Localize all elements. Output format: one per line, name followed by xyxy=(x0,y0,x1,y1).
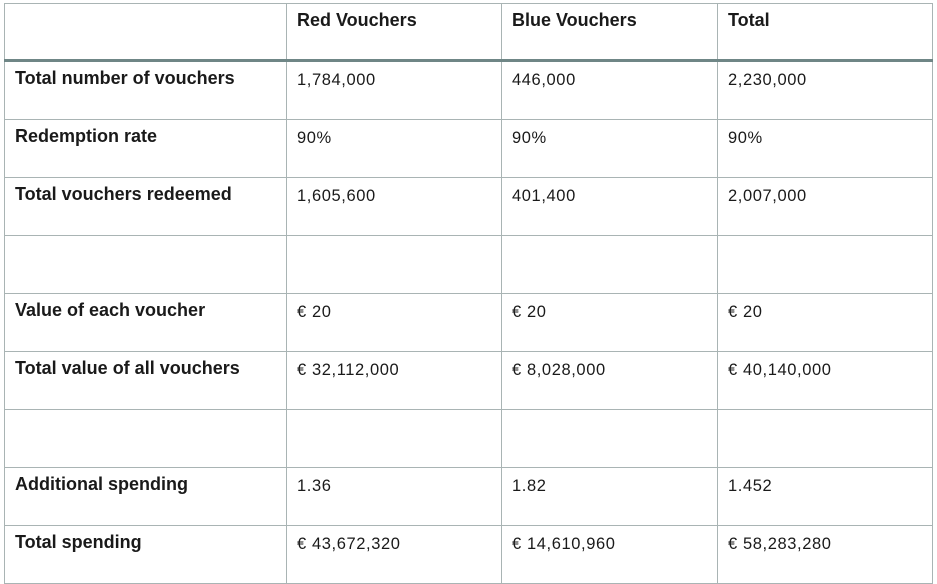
header-cell-red-vouchers: Red Vouchers xyxy=(287,4,502,61)
table-row-blank xyxy=(5,410,933,468)
cell-blue: 90% xyxy=(502,120,718,178)
row-label: Redemption rate xyxy=(5,120,287,178)
cell-blue: € 14,610,960 xyxy=(502,526,718,584)
cell-total: 2,230,000 xyxy=(718,61,933,120)
table-row xyxy=(5,120,933,178)
cell-blue: 446,000 xyxy=(502,61,718,120)
header-cell-total: Total xyxy=(718,4,933,61)
cell-total: 1.452 xyxy=(718,468,933,526)
cell-blue: € 8,028,000 xyxy=(502,352,718,410)
cell-red: 1,784,000 xyxy=(287,61,502,120)
cell-total xyxy=(718,236,933,294)
table-row xyxy=(5,352,933,410)
table-row-blank xyxy=(5,236,933,294)
row-label: Total number of vouchers xyxy=(5,61,287,120)
row-label: Total vouchers redeemed xyxy=(5,178,287,236)
row-label: Value of each voucher xyxy=(5,294,287,352)
cell-red: 1,605,600 xyxy=(287,178,502,236)
cell-blue xyxy=(502,236,718,294)
cell-red: € 20 xyxy=(287,294,502,352)
cell-red: € 32,112,000 xyxy=(287,352,502,410)
table-row xyxy=(5,294,933,352)
cell-red: 90% xyxy=(287,120,502,178)
cell-total: 90% xyxy=(718,120,933,178)
table-row xyxy=(5,61,933,120)
row-label: Additional spending xyxy=(5,468,287,526)
cell-blue: 401,400 xyxy=(502,178,718,236)
voucher-table xyxy=(4,3,933,584)
cell-red: € 43,672,320 xyxy=(287,526,502,584)
table-row xyxy=(5,468,933,526)
cell-red xyxy=(287,410,502,468)
cell-blue: € 20 xyxy=(502,294,718,352)
row-label: Total spending xyxy=(5,526,287,584)
cell-total: € 20 xyxy=(718,294,933,352)
cell-blue: 1.82 xyxy=(502,468,718,526)
cell-blue xyxy=(502,410,718,468)
cell-red: 1.36 xyxy=(287,468,502,526)
row-label: Total value of all vouchers xyxy=(5,352,287,410)
cell-red xyxy=(287,236,502,294)
header-cell-empty xyxy=(5,4,287,61)
header-cell-blue-vouchers: Blue Vouchers xyxy=(502,4,718,61)
row-label xyxy=(5,236,287,294)
row-label xyxy=(5,410,287,468)
table-row xyxy=(5,178,933,236)
header-row xyxy=(5,4,933,61)
cell-total: 2,007,000 xyxy=(718,178,933,236)
cell-total xyxy=(718,410,933,468)
cell-total: € 58,283,280 xyxy=(718,526,933,584)
table-row xyxy=(5,526,933,584)
cell-total: € 40,140,000 xyxy=(718,352,933,410)
